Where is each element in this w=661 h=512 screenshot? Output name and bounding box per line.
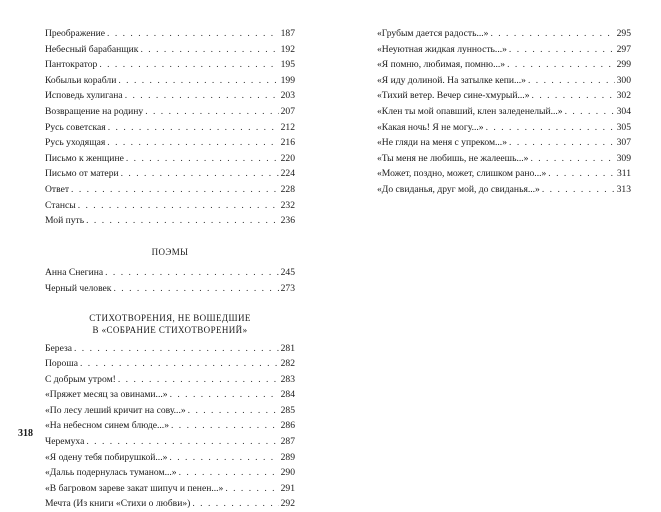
toc-entry-title: «Ты меня не любишь, не жалеешь...» (377, 151, 528, 167)
leader-dots (86, 434, 278, 450)
toc-entry (45, 356, 295, 372)
leader-dots (490, 26, 614, 42)
toc-entry (377, 42, 631, 58)
toc-entry-title: Пороша (45, 356, 78, 372)
leader-dots (170, 387, 279, 403)
toc-entry (45, 120, 295, 136)
toc-section-uncollected (45, 341, 295, 512)
toc-entry-title: Черемуха (45, 434, 84, 450)
toc-entry-title: Возвращение на родину (45, 104, 143, 120)
toc-entry-title: Мой путь (45, 213, 84, 229)
toc-entry (45, 341, 295, 357)
toc-entry-title: «Не гляди на меня с упреком...» (377, 135, 507, 151)
toc-entry (377, 135, 631, 151)
toc-entry-page: 220 (281, 151, 295, 167)
toc-entry-page: 192 (281, 42, 295, 58)
toc-entry (45, 198, 295, 214)
toc-entry (45, 465, 295, 481)
leader-dots (179, 465, 279, 481)
toc-entry-title: «Неуютная жидкая лунность...» (377, 42, 507, 58)
leader-dots (542, 182, 615, 198)
toc-entry-title: Русь советская (45, 120, 106, 136)
leader-dots (528, 73, 615, 89)
toc-entry-title: Береза (45, 341, 72, 357)
toc-entry-page: 232 (281, 198, 295, 214)
toc-entry (377, 166, 631, 182)
toc-entry-page: 203 (281, 88, 295, 104)
leader-dots (125, 88, 279, 104)
leader-dots (532, 88, 615, 104)
toc-entry-page: 300 (617, 73, 631, 89)
toc-entry-title: С добрым утром! (45, 372, 116, 388)
toc-entry (45, 372, 295, 388)
toc-entry-title: Письмо к женщине (45, 151, 124, 167)
toc-entry-page: 305 (617, 120, 631, 136)
leader-dots (105, 265, 279, 281)
toc-section-long-poems (45, 265, 295, 296)
toc-entry-title: «По лесу леший кричит на сову...» (45, 403, 186, 419)
toc-entry-page: 282 (281, 356, 295, 372)
toc-entry (377, 26, 631, 42)
toc-entry-page: 302 (617, 88, 631, 104)
toc-entry-title: Пантократор (45, 57, 97, 73)
toc-entry-title: Ответ (45, 182, 69, 198)
toc-entry-page: 207 (281, 104, 295, 120)
toc-entry-page: 273 (281, 281, 295, 297)
toc-entry-title: «Клен ты мой опавший, клен заледенелый...» (377, 104, 563, 120)
toc-entry-page: 216 (281, 135, 295, 151)
toc-entry-title: Черный человек (45, 281, 111, 297)
leader-dots (507, 57, 615, 73)
leader-dots (509, 42, 615, 58)
toc-entry (377, 182, 631, 198)
toc-entry-page: 284 (281, 387, 295, 403)
toc-entry-page: 187 (281, 26, 295, 42)
leader-dots (126, 151, 279, 167)
toc-entry-title: «На небесном синем блюде...» (45, 418, 169, 434)
toc-entry (377, 104, 631, 120)
toc-entry-page: 228 (281, 182, 295, 198)
toc-entry (45, 73, 295, 89)
toc-entry-page: 297 (617, 42, 631, 58)
leader-dots (509, 135, 615, 151)
toc-entry-page: 287 (281, 434, 295, 450)
toc-entry-page: 290 (281, 465, 295, 481)
toc-entry (45, 213, 295, 229)
toc-entry-title: Небесный барабанщик (45, 42, 138, 58)
toc-entry (45, 57, 295, 73)
toc-entry-title: Письмо от матери (45, 166, 119, 182)
toc-entry (45, 481, 295, 497)
toc-entry-page: 245 (281, 265, 295, 281)
toc-entry (377, 73, 631, 89)
toc-entry (45, 496, 295, 512)
right-page-toc (377, 26, 631, 198)
toc-entry-title: «Пряжет месяц за овинами...» (45, 387, 168, 403)
toc-entry-title: «В багровом зареве закат шипуч и пенен...» (45, 481, 223, 497)
toc-entry (377, 88, 631, 104)
toc-entry-page: 286 (281, 418, 295, 434)
toc-entry-page: 289 (281, 450, 295, 466)
toc-entry-page: 285 (281, 403, 295, 419)
toc-entry-page: 281 (281, 341, 295, 357)
toc-entry-page: 283 (281, 372, 295, 388)
toc-entry-title: «Дальь подернулась туманом...» (45, 465, 177, 481)
toc-entry-title: Анна Снегина (45, 265, 103, 281)
toc-entry-title: Стансы (45, 198, 76, 214)
leader-dots (108, 120, 279, 136)
leader-dots (121, 166, 279, 182)
toc-entry (45, 265, 295, 281)
toc-entry-page: 236 (281, 213, 295, 229)
toc-section-poems-continued (45, 26, 295, 229)
toc-entry (45, 42, 295, 58)
leader-dots (78, 198, 279, 214)
page-number: 318 (18, 426, 33, 442)
toc-entry-page: 311 (617, 166, 631, 182)
toc-entry-page: 295 (617, 26, 631, 42)
leader-dots (192, 496, 278, 512)
toc-entry (45, 26, 295, 42)
toc-entry-page: 195 (281, 57, 295, 73)
toc-entry (377, 120, 631, 136)
toc-entry-title: «Тихий ветер. Вечер сине-хмурый...» (377, 88, 530, 104)
toc-entry-title: «Я иду долиной. На затылке кепи...» (377, 73, 526, 89)
leader-dots (107, 135, 278, 151)
toc-entry-title: «До свиданья, друг мой, до свиданья...» (377, 182, 540, 198)
leader-dots (113, 281, 278, 297)
toc-entry (377, 57, 631, 73)
toc-entry-page: 304 (617, 104, 631, 120)
toc-entry (377, 151, 631, 167)
leader-dots (565, 104, 615, 120)
section-heading-uncollected-line2: В «СОБРАНИЕ СТИХОТВОРЕНИЙ» (45, 324, 295, 337)
leader-dots (74, 341, 279, 357)
leader-dots (107, 26, 279, 42)
leader-dots (80, 356, 279, 372)
leader-dots (530, 151, 614, 167)
leader-dots (140, 42, 278, 58)
toc-entry (45, 281, 295, 297)
toc-entry-page: 307 (617, 135, 631, 151)
toc-entry-page: 291 (281, 481, 295, 497)
leader-dots (486, 120, 615, 136)
toc-entry-page: 309 (617, 151, 631, 167)
toc-entry-page: 212 (281, 120, 295, 136)
leader-dots (99, 57, 278, 73)
toc-entry-title: «Грубым дается радость...» (377, 26, 488, 42)
toc-entry-title: «Я помню, любимая, помню...» (377, 57, 505, 73)
section-heading-uncollected: СТИХОТВОРЕНИЯ, НЕ ВОШЕДШИЕ (45, 312, 295, 325)
left-page-toc (45, 26, 295, 512)
toc-entry (45, 104, 295, 120)
toc-entry-title: Преображение (45, 26, 105, 42)
leader-dots (225, 481, 278, 497)
toc-entry-title: «Я одену тебя побирушкой...» (45, 450, 167, 466)
toc-entry-page: 292 (281, 496, 295, 512)
toc-entry-title: Кобыльи корабли (45, 73, 116, 89)
section-heading-poems: ПОЭМЫ (45, 245, 295, 261)
leader-dots (118, 372, 279, 388)
toc-entry (45, 182, 295, 198)
toc-entry-page: 224 (281, 166, 295, 182)
leader-dots (548, 166, 615, 182)
toc-entry (45, 135, 295, 151)
toc-entry (45, 88, 295, 104)
leader-dots (188, 403, 279, 419)
toc-entry-title: Исповедь хулигана (45, 88, 123, 104)
leader-dots (171, 418, 279, 434)
toc-entry-title: «Какая ночь! Я не могу...» (377, 120, 484, 136)
toc-entry-page: 199 (281, 73, 295, 89)
toc-entry (45, 418, 295, 434)
toc-entry (45, 166, 295, 182)
toc-entry-title: Мечта (Из книги «Стихи о любви») (45, 496, 190, 512)
toc-entry (45, 151, 295, 167)
toc-entry-title: «Может, поздно, может, слишком рано...» (377, 166, 546, 182)
toc-entry-title: Русь уходящая (45, 135, 105, 151)
toc-entry-page: 313 (617, 182, 631, 198)
toc-entry (45, 387, 295, 403)
toc-entry (45, 434, 295, 450)
leader-dots (118, 73, 278, 89)
leader-dots (71, 182, 279, 198)
toc-section-right (377, 26, 631, 198)
toc-entry (45, 403, 295, 419)
toc-entry-page: 299 (617, 57, 631, 73)
leader-dots (86, 213, 278, 229)
leader-dots (145, 104, 278, 120)
